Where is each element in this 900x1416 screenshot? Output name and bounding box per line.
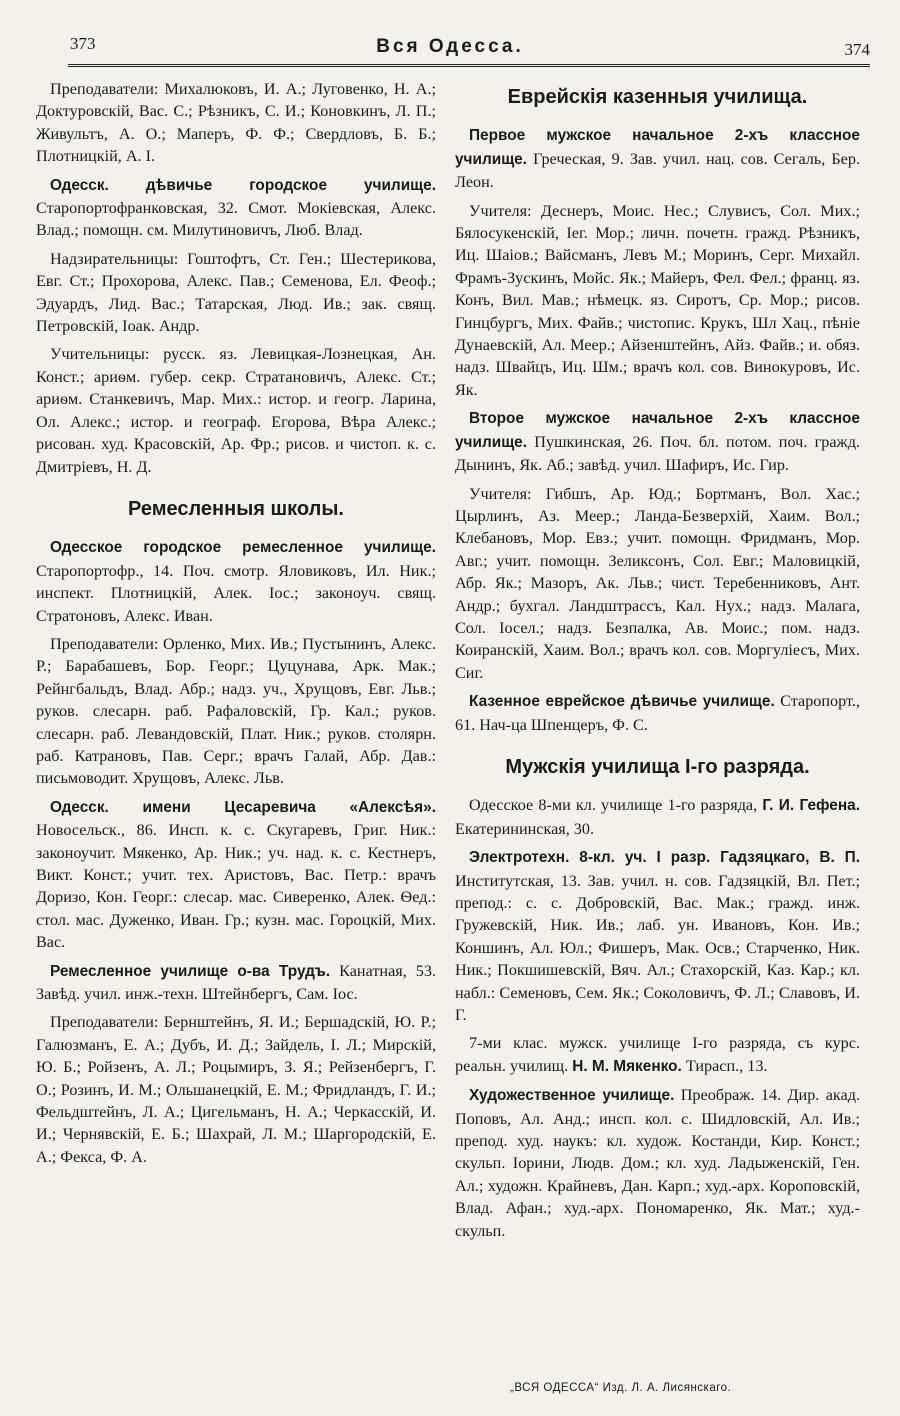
entry-heading: Г. И. Гефена. bbox=[762, 797, 860, 815]
paragraph: Преподаватели: Бернштейнъ, Я. И.; Бершадскій, Ю. Р.; Галюзманъ, Е. А.; Дубъ, И. Д.; Зайдель, І. Л.; Мирскій, Ю. Б.; Ройзенъ, А. Л.; Роцымиръ, З. Я.; Рейзенбергъ, Г. О.; Розинъ, И. М.; Ольшанецкій, Е. М.; Фридландъ, Г. И.; Фельдштейнъ, Л. А.; Цигельманъ, Н. А.; Черкасскій, И. И.; Чернявскій, Е. Б.; Шахрай, Л. М.; Шаргородскій, Е. А.; Фекса, Ф. А. bbox=[36, 1013, 436, 1166]
entry: Одесск. дѣвичье городское училище. Старопортофранковская, 32. Смот. Мокіевская, Алекс. Влад.; помощн. см. Милутиновичъ, Люб. Влад. bbox=[36, 176, 436, 240]
entry: 7-ми клас. мужск. училище І-го разряда, съ курс. реальн. училищ. Н. М. Мякенко. Тирасп., 13. bbox=[455, 1034, 860, 1075]
left-column bbox=[36, 78, 436, 1174]
paragraph: Надзирательницы: Гоштофтъ, Ст. Ген.; Шестерикова, Евг. Ст.; Прохорова, Алекс. Пав.; Семенова, Ел. Феоф.; Эдуардъ, Лид. Вас.; Татарская, Люд. Ив.; зак. свящ. Петровскій, Іоак. Андр. bbox=[36, 249, 436, 336]
header-rule bbox=[68, 64, 870, 67]
paragraph: Преподаватели: Михалюковъ, И. А.; Луговенко, Н. А.; Доктуровскій, Вас. С.; Рѣзникъ, С. И.; Коновкинъ, Л. П.; Живультъ, А. О.; Маперъ, Ф. Ф.; Свердловъ, Б. Б.; Плотницкій, А. І. bbox=[36, 80, 436, 166]
page-number-left: 373 bbox=[70, 34, 96, 53]
paragraph: Учительницы: русск. яз. Левицкая-Лознецкая, Ан. Конст.; ариѳм. губер. секр. Стратановичъ, Алекс. Ст.; ариѳм. Станкевичъ, Мар. Мих.: истор. и геогр. Ларина, Ол. Алекс.; истор. и географ. Егорова, Вѣра Алекс.; рисован. худ. Красовскій, Ар. Фр.; рисов. и чистоп. к. с. Дмитріевъ, Н. Д. bbox=[36, 345, 436, 476]
section-heading: Ремесленныя школы. bbox=[128, 497, 344, 520]
entry: Одесск. имени Цесаревича «Алексѣя». Новосельск., 86. Инсп. к. с. Скугаревъ, Григ. Ник.: законоучит. Мякенко, Ар. Ник.; уч. над. к. с. Кестнеръ, Викт. Конст.; учит. тех. Аристовъ, Вас. Петр.: врачъ Доризо, Кон. Георг.: слесар. мас. Сиверенко, Алек. Ѳед.: стол. мас. Дуженко, Иван. Гр.; кузн. мас. Гороцкій, Мих. Вас. bbox=[36, 798, 436, 952]
entry-heading: Второе мужское начальное 2-хъ классное училище. bbox=[455, 410, 860, 451]
entry: Ремесленное училище о-ва Трудъ. Канатная, 53. Завѣд. учил. инж.-техн. Штейнбергъ, Сам. Іос. bbox=[36, 961, 436, 1004]
paragraph: Учителя: Гибшъ, Ар. Юд.; Бортманъ, Вол. Хас.; Цырлинъ, Аз. Меер.; Ланда-Безверхій, Хаим. Вол.; Клебановъ, Мор. Евз.; учит. помощн. Фридманъ, Мор. Авг.; учит. помощн. Зеликсонъ, Сол. Евг.; Маловицкій, Абр. Як.; Мазоръ, Ак. Льв.; чист. Теребенниковъ, Ант. Андр.; бухгал. Ландштрассъ, Кал. Нух.; надз. Малага, Сол. Іосел.; надз. Безпалка, Ав. Моис.; пом. надз. Коиранскій, Хаим. Вол.; врачъ кол. сов. Моргуліесъ, Мих. Сиг. bbox=[455, 484, 860, 682]
entry-heading: Одесское городское ремесленное училище. bbox=[50, 539, 436, 557]
right-column bbox=[455, 78, 860, 1248]
entry-heading: Одесск. имени Цесаревича «Алексѣя». bbox=[50, 798, 436, 816]
entry-heading: Художественное училище. bbox=[469, 1087, 675, 1105]
entry: Одесское городское ремесленное училище. Старопортофр., 14. Поч. смотр. Яловиковъ, Ил. Ник.; инспект. Плотницкій, Алек. Іос.; законоуч. свящ. Стратоновъ, Алекс. Иван. bbox=[36, 539, 436, 625]
entry-heading: Первое мужское начальное 2-хъ классное училище. bbox=[455, 127, 860, 168]
entry: Одесское 8-ми кл. училище 1-го разряда, Г. И. Гефена. Екатерининская, 30. bbox=[455, 796, 860, 838]
page-header bbox=[30, 30, 870, 70]
paragraph: Преподаватели: Орленко, Мих. Ив.; Пустынинъ, Алекс. Р.; Барабашевъ, Бор. Георг.; Цуцунава, Арк. Мак.; Рейнгбальдъ, Влад. Абр.; надз. уч., Хрущовъ, Евг. Льв.; руков. слесарн. раб. Рафаловскій, Гр. Кал.; руков. слесарн. раб. Левандовскій, Плат. Ник.; руков. столярн. раб. Катрановъ, Пав. Серг.; врачъ Галай, Абр. Дав.: письмоводит. Хрущовъ, Алекс. Льв. bbox=[36, 634, 436, 788]
entry: Художественное училище. Преображ. 14. Дир. акад. Поповъ, Ал. Анд.; инсп. кол. с. Шидловскій, Ал. Ив.; препод. худ. наукъ: кл. худож. Костанди, Кир. Конст.; скульп. Іорини, Людв. Дом.; кл. худ. Ладыженскій, Ген. Ал.; художн. Крайневъ, Дан. Карп.; худ.-арх. Короповскій, Влад. Афан.; худ.-арх. Пономаренко, Як. Мат.; худ.-скульп. bbox=[455, 1086, 860, 1240]
entry-heading: Казенное еврейское дѣвичье училище. bbox=[469, 693, 775, 711]
entry: Первое мужское начальное 2-хъ классное училище. Греческая, 9. Зав. учил. нац. сов. Сегаль, Бер. Леон. bbox=[455, 127, 860, 192]
paragraph: Учителя: Деснеръ, Моис. Нес.; Слувисъ, Сол. Мих.; Бялосукенскій, Іег. Мор.; личн. почетн. гражд. Рѣзникъ, Иц. Шаіов.; Вайсманъ, Левъ М.; Моринъ, Серг. Михайл. Фрамъ-Зускинъ, Мойс. Як.; Майеръ, Фел. Фел.; франц. яз. Конъ, Вил. Мав.; нѣмецк. яз. Сиротъ, Ср. Мор.; рисов. Гинцбургъ, Мих. Файв.; чистопис. Крукъ, Шл Хац., пѣніе Дунаевскій, Ал. Меер.; Айзенштейнъ, Айз. Файв.; и. обяз. надз. Швайцъ, Иц. Шм.; врачъ кол. сов. Винокуровъ, Ис. Як. bbox=[455, 201, 860, 399]
entry: Электротехн. 8-кл. уч. І разр. Гадзяцкаго, В. П. Институтская, 13. Зав. учил. н. сов. Гадзяцкій, Вл. Пет.; препод.: с. с. Добровскій, Вас. Мак.; гражд. инж. Гружевскій, Ник. Ив.; лаб. ун. Ивановъ, Кон. Ив.; Коншинъ, Ал. Юл.; Фишеръ, Мак. Осв.; Старченко, Ник. Ник.; Покшишевскій, Вяч. Ал.; Стахорскій, Каз. Кар.; кл. набл.: Семеновъ, Сем. Як.; Соколовичъ, Ф. Л.; Славовъ, И. Г. bbox=[455, 849, 860, 1025]
entry-heading: Электротехн. 8-кл. уч. І разр. Гадзяцкаго, В. П. bbox=[469, 849, 860, 867]
entry: Казенное еврейское дѣвичье училище. Старопорт., 61. Нач-ца Шпенцеръ, Ф. С. bbox=[455, 692, 860, 734]
entry-heading: Одесск. дѣвичье городское училище. bbox=[50, 176, 436, 194]
entry-heading: Ремесленное училище о-ва Трудъ. bbox=[50, 962, 331, 980]
page-number-right: 374 bbox=[844, 40, 870, 59]
publisher-footer: „ВСЯ ОДЕССА“ Изд. Л. А. Лисянскаго. bbox=[510, 1382, 732, 1394]
entry: Второе мужское начальное 2-хъ классное училище. Пушкинская, 26. Поч. бл. потом. поч. гражд. Дынинъ, Як. Аб.; завѣд. учил. Шафиръ, Ис. Гир. bbox=[455, 410, 860, 475]
section-heading: Мужскія училища І-го разряда. bbox=[505, 755, 810, 778]
running-title: Вся Одесса. bbox=[376, 36, 524, 57]
section-heading: Еврейскія казенныя училища. bbox=[507, 86, 808, 108]
entry-heading: Н. М. Мякенко. bbox=[572, 1057, 682, 1075]
